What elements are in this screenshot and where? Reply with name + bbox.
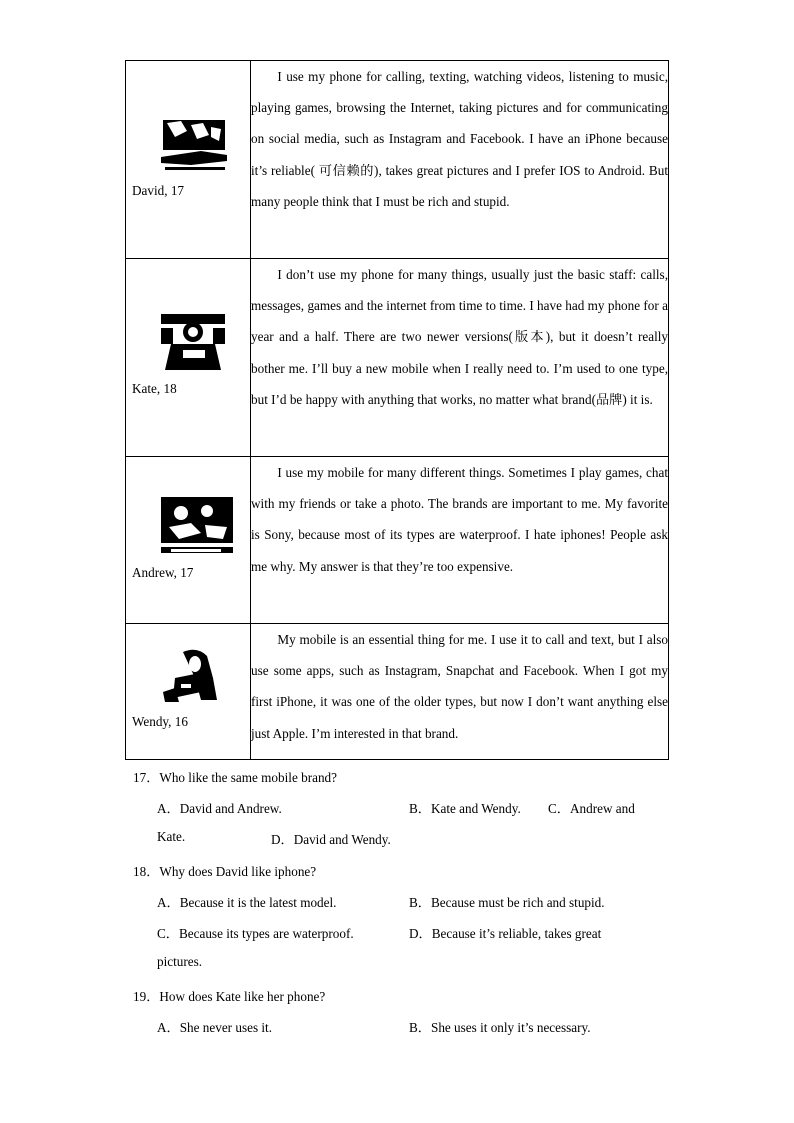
testimony-text: I don’t use my phone for many things, usually just the basic staff: calls, messages, games and the internet from time to time. I have had my phone for a year and a half. There are two newer versions(版本), but it doesn’t really bother me. I’ll buy a new mobile when I really need to. I’m used to one type, but I’d be happy with anything that works, no matter what brand(品牌) it is.: [251, 267, 668, 407]
option-19-a[interactable]: A．She never uses it.: [157, 1020, 273, 1035]
table-row-wendy: [126, 624, 669, 760]
testimony-text: My mobile is an essential thing for me. I use it to call and text, but I also use some apps, such as Instagram, Snapchat and Facebook. When I got my first iPhone, it was one of the older types, but now I don’t want anything else just Apple. I’m interested in that brand.: [251, 632, 668, 741]
option-17-c[interactable]: C．Andrew and: [548, 801, 635, 816]
table-row-andrew: [126, 457, 669, 624]
option-19-b[interactable]: B．She uses it only it’s necessary.: [409, 1020, 591, 1035]
option-17-c-continued: Kate.: [157, 829, 186, 844]
andrew-photo: [161, 497, 233, 553]
question-17: 17．Who like the same mobile brand?: [133, 770, 337, 785]
question-19: 19．How does Kate like her phone?: [133, 989, 326, 1004]
person-cell: [126, 259, 251, 457]
testimony-text: I use my mobile for many different things. Sometimes I play games, chat with my friends or take a photo. The brands are important to me. My favorite is Sony, because most of its types are waterproof. I hate iphones! People ask me why. My answer is that they’re too expensive.: [251, 465, 668, 574]
testimony-cell: [251, 61, 669, 259]
option-18-b[interactable]: B．Because must be rich and stupid.: [409, 895, 605, 910]
option-18-a[interactable]: A．Because it is the latest model.: [157, 895, 337, 910]
person-cell: [126, 624, 251, 760]
option-17-b[interactable]: B．Kate and Wendy.: [409, 801, 521, 816]
person-name: Andrew, 17: [132, 565, 194, 580]
option-18-c[interactable]: C．Because its types are waterproof.: [157, 926, 354, 941]
person-name: David, 17: [132, 183, 185, 198]
testimony-cell: [251, 457, 669, 624]
table-row-kate: [126, 259, 669, 457]
reading-table: [125, 60, 669, 760]
table-row-david: [126, 61, 669, 259]
question-18: 18．Why does David like iphone?: [133, 864, 317, 879]
testimony-cell: [251, 259, 669, 457]
kate-photo: [161, 314, 225, 370]
wendy-photo: [161, 648, 225, 702]
person-cell: [126, 61, 251, 259]
option-17-a[interactable]: A．David and Andrew.: [157, 801, 282, 816]
person-name: Kate, 18: [132, 381, 177, 396]
testimony-text: I use my phone for calling, texting, watching videos, listening to music, playing games, browsing the Internet, taking pictures and for communicating on social media, such as Instagram and Facebook. I have an iPhone because it’s reliable( 可信赖的), takes great pictures and I prefer IOS to Android. But many people think that I must be rich and stupid.: [251, 69, 668, 209]
option-18-d-continued: pictures.: [157, 954, 203, 969]
testimony-cell: [251, 624, 669, 760]
david-photo: [161, 117, 227, 171]
option-18-d[interactable]: D．Because it’s reliable, takes great: [409, 926, 602, 941]
option-17-d[interactable]: D．David and Wendy.: [271, 832, 391, 847]
person-name: Wendy, 16: [132, 714, 188, 729]
person-cell: [126, 457, 251, 624]
